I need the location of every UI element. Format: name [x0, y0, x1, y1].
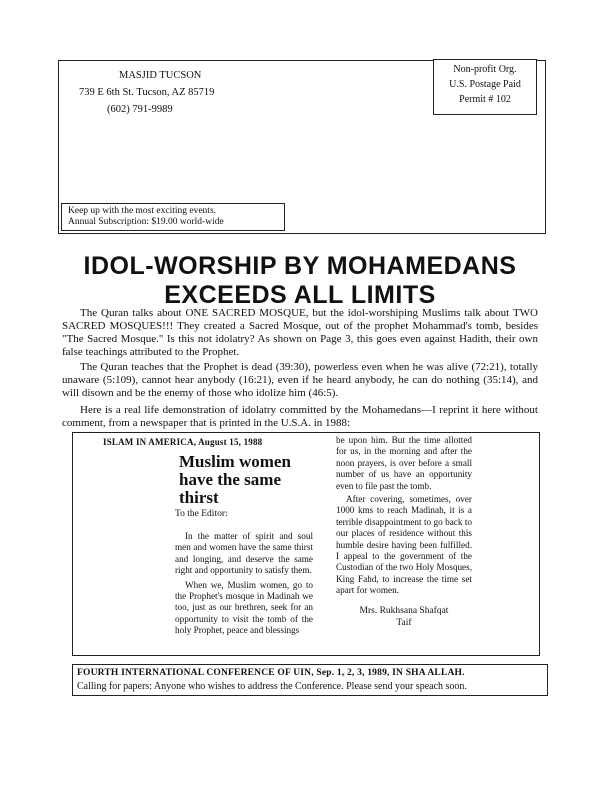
sender-address: 739 E 6th St. Tucson, AZ 85719 [79, 87, 215, 98]
conference-announcement [72, 664, 548, 696]
subscription-box [61, 203, 285, 231]
newspaper-clipping [72, 432, 540, 656]
letter-title-line: have the same [179, 470, 281, 489]
headline [60, 252, 540, 310]
body-paragraph: The Quran teaches that the Prophet is dead (39:30), powerless even when he was alive (72:21), totally unaware (5:109), cannot hear anybody (16:21), even if he heard anybody, he can do nothing (35:14), and will disown and be the enemy of those who idolize him (46:5). [62, 361, 538, 399]
letter-title-line: thirst [179, 488, 219, 507]
letter-title [79, 453, 311, 507]
body-paragraph: The Quran talks about ONE SACRED MOSQUE, but the idol-worshiping Muslims talk about TWO SACRED MOSQUES!!! They created a Sacred Mosque, out of the prophet Mohammad's tomb, besides "The Sacred Mosque." Is this not idolatry? As shown on Page 3, this goes even against Hadith, their own false teachings attributed to the Prophet. [62, 307, 538, 358]
sender-address-block [59, 67, 299, 118]
letter-paragraph: After covering, sometimes, over 1000 kms to reach Madinah, it is a terrible disappointment to go back to our places of residence without this humble desire having been fulfilled. I appeal to the government of the Custodian of the two Holy Mosques, King Fahd, to increase the time set apart for women. [336, 494, 472, 596]
clipping-header: ISLAM IN AMERICA, August 15, 1988 [103, 437, 263, 447]
letter-column-left [175, 531, 313, 637]
subscription-line: Annual Subscription: $19.00 world-wide [68, 217, 224, 227]
conference-title: FOURTH INTERNATIONAL CONFERENCE OF UIN, Sep. 1, 2, 3, 1989, IN SHA ALLAH. [77, 668, 465, 678]
headline-line: EXCEEDS ALL LIMITS [164, 281, 436, 309]
subscription-line: Keep up with the most exciting events. [68, 206, 217, 216]
letter-column-right [336, 435, 472, 629]
postage-line: Non-profit Org. [453, 64, 517, 75]
clipping-left-area [79, 437, 311, 519]
letter-paragraph: be upon him. But the time allotted for us, in the morning and after the noon prayers, is over before a small number of us have an opportunity even to file past the tomb. [336, 435, 472, 491]
headline-line: IDOL-WORSHIP BY MOHAMEDANS [83, 252, 517, 280]
sender-phone: (602) 791-9989 [107, 104, 173, 115]
postage-line: Permit # 102 [459, 94, 511, 105]
salutation: To the Editor: [175, 509, 228, 519]
conference-body: Calling for papers: Anyone who wishes to address the Conference. Please send your speach soon. [77, 681, 467, 692]
body-paragraph: Here is a real life demonstration of idolatry committed by the Mohamedans—I reprint it here without comment, from a newspaper that is printed in the U.S.A. in 1988: [62, 404, 538, 429]
letter-title-line: Muslim women [179, 452, 291, 471]
letter-paragraph: In the matter of spirit and soul men and women have the same thirst and longing, and deserve the same right and opportunity to satisfy them. [175, 531, 313, 576]
letter-paragraph: When we, Muslim women, go to the Prophet's mosque in Madinah we too, just as our brethren, seek for an opportunity to visit the tomb of the holy Prophet, peace and blessings [175, 579, 313, 636]
mailing-panel [58, 60, 546, 234]
signature-name: Mrs. Rukhsana Shafqat [359, 605, 449, 616]
signature-place: Taif [396, 617, 412, 628]
signature [336, 605, 472, 629]
postage-indicia [433, 59, 537, 115]
sender-name: MASJID TUCSON [119, 70, 202, 81]
postage-line: U.S. Postage Paid [449, 79, 521, 90]
